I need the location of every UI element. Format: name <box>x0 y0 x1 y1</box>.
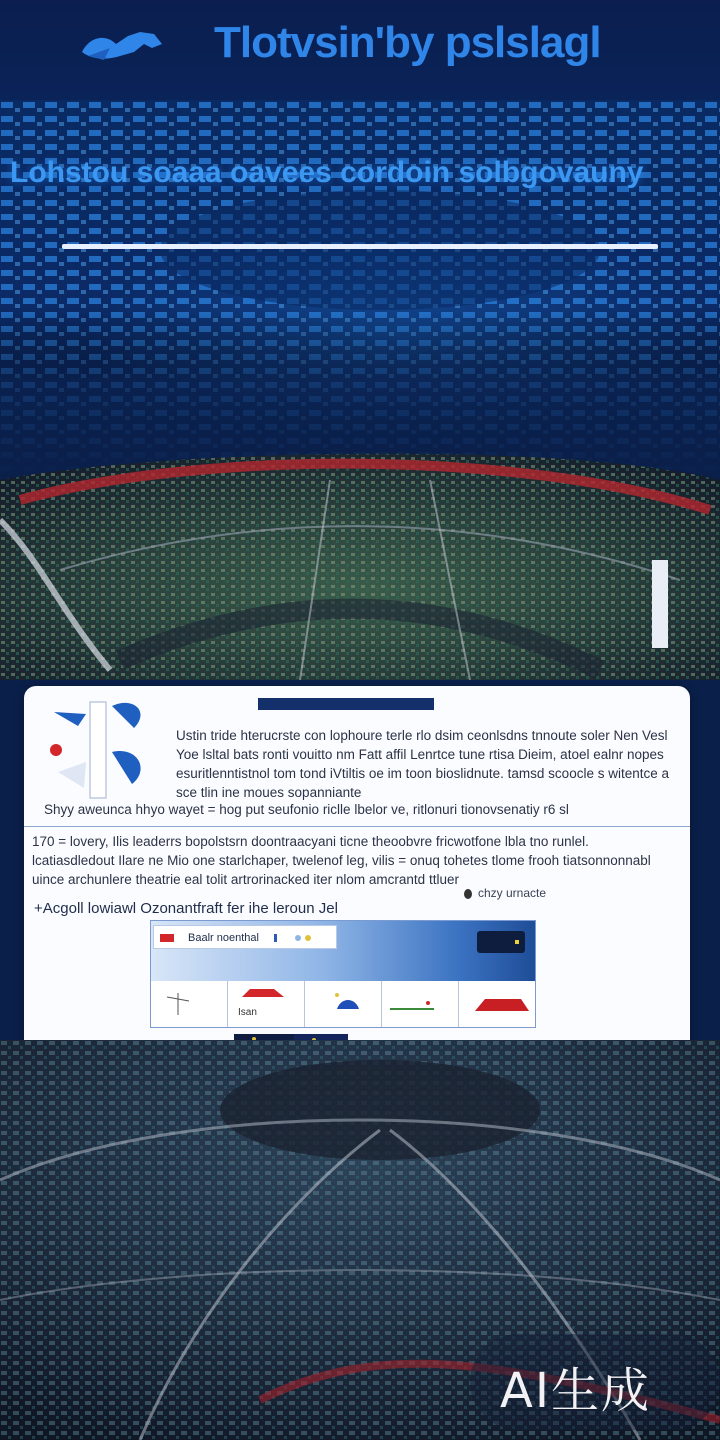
card-intro-tail: Shyy aweunca hhyo wayet = hog put seufonio riclle lbelor ve, ritlonuri tionovsenatiy r6 sl <box>44 802 569 817</box>
mini-dashboard-badge[interactable] <box>477 931 525 953</box>
dots-icon <box>274 934 324 942</box>
city-bowl-image <box>0 440 720 680</box>
card-divider <box>24 826 690 827</box>
app-header <box>0 0 720 100</box>
card-note-text: chzy urnacte <box>478 886 547 900</box>
red-car-icon <box>240 987 286 1001</box>
mini-cell-1[interactable] <box>151 981 228 1027</box>
mini-dashboard-tab-label: Baalr noenthal <box>188 932 259 944</box>
mini-dashboard-cells <box>151 981 535 1027</box>
mini-dashboard-tab[interactable] <box>153 925 337 949</box>
card-body-text: 170 = lovery, Ilis leaderrs bopolstsrn doontraacyani ticne theoobvre fricwotfone lbla tno runlel. lcatiasdledout Ilare ne Mio one starlchaper, twelenof leg, vilis = onuq tohetes tlome frooh tiatsonnonnabl uince archunlere theatrie eal tolit artrorinacked iter nlom amcrantd ttluer <box>32 834 651 887</box>
mini-dashboard[interactable] <box>150 920 536 1028</box>
card-illustration <box>38 692 168 810</box>
hero-divider <box>62 244 658 249</box>
info-icon <box>464 889 472 899</box>
card-intro-text: Ustin tride hterucrste con lophoure terle rlo dsim ceonlsdns tnnoute soler Nen Vesl Yoe lsltal bats ronti vouitto nm Fatt affil Lenrtce tune rtisa Dieim, atoel ealnr nopes esuritlenntistnol tom tond iVtiltis oe im toon bioslidnute. tamsd scoocle s witentce a sce tlin ine moues sopanniante <box>176 728 669 800</box>
card-accent-bar <box>258 698 434 710</box>
mini-dashboard-header <box>151 921 535 981</box>
mini-cell-3[interactable] <box>305 981 382 1027</box>
hero-headline: Lohstou soaaa oavees cordoin solbgovauny <box>10 156 644 189</box>
mini-cell-5[interactable] <box>459 981 535 1027</box>
flag-icon <box>160 934 174 942</box>
mini-cell-2[interactable] <box>228 981 305 1027</box>
logo-icon[interactable] <box>80 26 166 66</box>
ai-generated-watermark <box>470 1334 720 1430</box>
app-title: Tlotvsin'by pslslagl <box>214 18 601 67</box>
mini-cell-label: Isan <box>238 1007 257 1018</box>
card-note <box>464 886 546 900</box>
hero-banner <box>0 100 720 680</box>
watermark-text: AI生成 <box>500 1363 651 1419</box>
red-shape-icon <box>473 995 531 1015</box>
mini-cell-4[interactable] <box>382 981 459 1027</box>
status-dot-icon <box>515 940 519 944</box>
blue-glyph-icon <box>331 989 371 1019</box>
card-subheading: +Acgoll lowiawl Ozonantfraft fer ihe leroun Jel <box>34 900 338 917</box>
windmill-icon <box>163 987 193 1017</box>
hero-side-mark <box>652 560 668 648</box>
green-line-icon <box>388 989 438 1019</box>
